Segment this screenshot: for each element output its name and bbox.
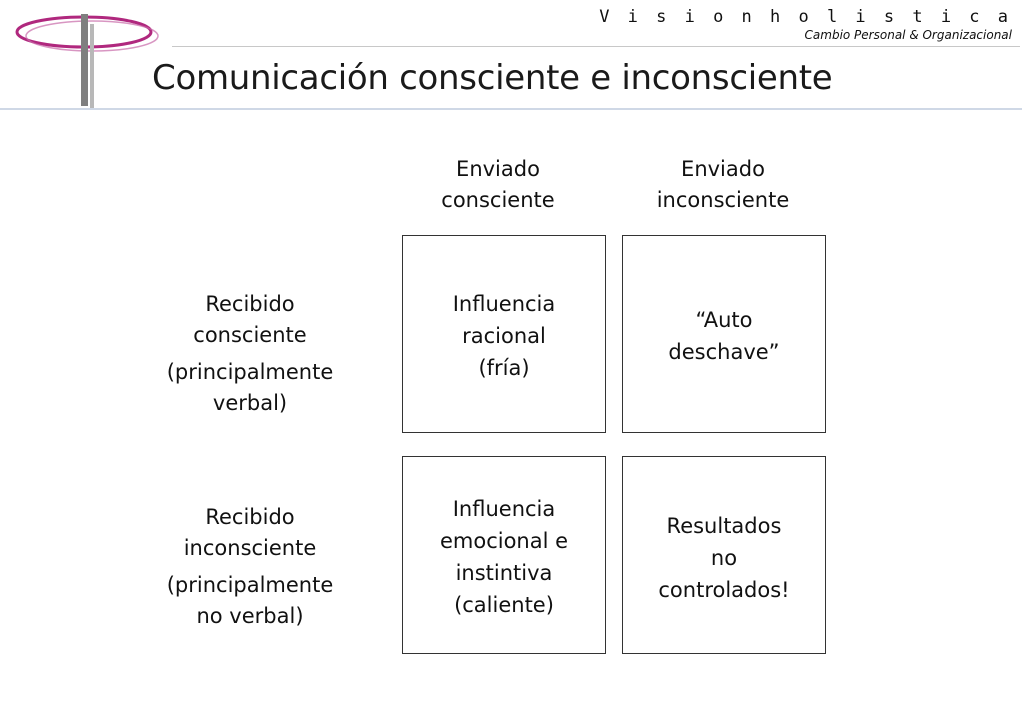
title-rule — [0, 108, 1022, 110]
cell-line: no — [710, 546, 738, 570]
cell-line: (fría) — [478, 356, 530, 380]
brand-block — [599, 6, 1012, 43]
row-header-received-conscious — [130, 289, 370, 419]
row-header-subline: verbal) — [212, 391, 288, 415]
matrix-cell-rational-influence — [402, 235, 606, 433]
cell-line: deschave” — [668, 340, 780, 364]
matrix-cell-uncontrolled-results — [622, 456, 826, 654]
row-header-received-unconscious — [130, 502, 370, 632]
row-header-line: inconsciente — [183, 536, 317, 560]
column-header-line: Enviado — [681, 157, 765, 181]
row-header-line: consciente — [193, 323, 307, 347]
brand-name: V i s i o n h o l i s t i c a — [599, 7, 1012, 27]
page-title: Comunicación consciente e inconsciente — [152, 58, 833, 98]
cell-line: emocional e — [439, 529, 569, 553]
row-header-subline: (principalmente — [166, 573, 334, 597]
cell-line: racional — [462, 324, 546, 348]
header-divider — [172, 46, 1020, 47]
column-header-sent-unconscious — [623, 154, 823, 216]
row-header-subline: (principalmente — [166, 360, 334, 384]
cell-line: Influencia — [452, 292, 556, 316]
cell-line: (caliente) — [454, 593, 554, 617]
matrix-cell-emotional-influence — [402, 456, 606, 654]
brand-tagline: Cambio Personal & Organizacional — [804, 28, 1012, 42]
cell-line: controlados! — [658, 578, 790, 602]
cell-line: Resultados — [666, 514, 782, 538]
matrix-cell-self-reveal — [622, 235, 826, 433]
column-header-line: inconsciente — [656, 188, 790, 212]
row-header-line: Recibido — [205, 505, 295, 529]
cell-line: instintiva — [455, 561, 553, 585]
column-header-sent-conscious — [398, 154, 598, 216]
column-header-line: Enviado — [456, 157, 540, 181]
visionholistica-logo-icon — [14, 10, 166, 110]
cell-line: “Auto — [695, 308, 753, 332]
cell-line: Influencia — [452, 497, 556, 521]
row-header-line: Recibido — [205, 292, 295, 316]
column-header-line: consciente — [441, 188, 555, 212]
row-header-subline: no verbal) — [196, 604, 304, 628]
